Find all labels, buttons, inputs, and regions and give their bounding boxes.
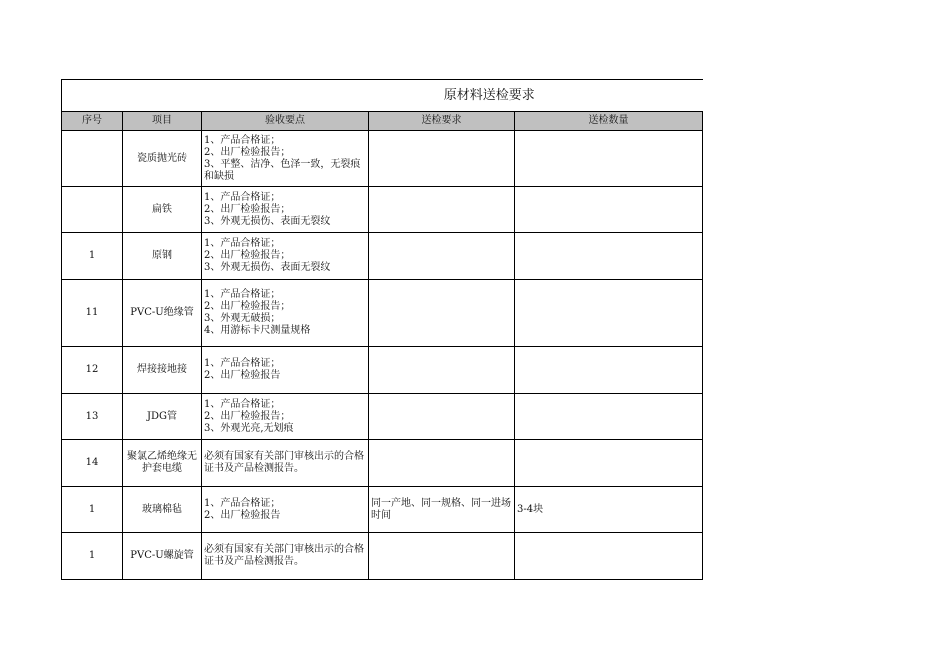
- cell-points[interactable]: 1、产品合格证； 2、出厂检验报告； 3、外观无损伤、表面无裂纹: [202, 187, 369, 233]
- cell-quantity[interactable]: [515, 280, 703, 347]
- table-row: [62, 487, 703, 533]
- cell-requirement[interactable]: [369, 233, 515, 280]
- cell-quantity[interactable]: [515, 131, 703, 187]
- cell-quantity[interactable]: [515, 440, 703, 487]
- cell-item[interactable]: 原钢: [123, 233, 202, 280]
- cell-requirement[interactable]: 同一产地、同一规格、同一进场时间: [369, 487, 515, 533]
- table-row: [62, 533, 703, 580]
- cell-item[interactable]: 瓷质抛光砖: [123, 131, 202, 187]
- cell-item[interactable]: 扁铁: [123, 187, 202, 233]
- cell-seq[interactable]: 11: [62, 280, 123, 347]
- header-item[interactable]: 项目: [123, 112, 202, 131]
- cell-quantity[interactable]: [515, 233, 703, 280]
- cell-item[interactable]: 聚氯乙烯绝缘无护套电缆: [123, 440, 202, 487]
- header-row: [62, 112, 703, 131]
- table-row: [62, 394, 703, 440]
- cell-seq[interactable]: 14: [62, 440, 123, 487]
- cell-requirement[interactable]: [369, 440, 515, 487]
- page-title: 原材料送检要求: [443, 87, 535, 103]
- cell-quantity[interactable]: [515, 533, 703, 580]
- cell-quantity[interactable]: [515, 187, 703, 233]
- table-row: [62, 280, 703, 347]
- cell-requirement[interactable]: [369, 131, 515, 187]
- table-row: [62, 187, 703, 233]
- cell-points[interactable]: 1、产品合格证； 2、出厂检验报告； 3、外观无损伤、表面无裂纹: [202, 233, 369, 280]
- cell-points[interactable]: 1、产品合格证； 2、出厂检验报告； 3、外观光亮,无划痕: [202, 394, 369, 440]
- cell-points[interactable]: 必须有国家有关部门审核出示的合格证书及产品检测报告。: [202, 533, 369, 580]
- header-points[interactable]: 验收要点: [202, 112, 369, 131]
- cell-quantity[interactable]: [515, 394, 703, 440]
- cell-requirement[interactable]: [369, 394, 515, 440]
- cell-points[interactable]: 1、产品合格证； 2、出厂检验报告； 3、外观无破损； 4、用游标卡尺测量规格: [202, 280, 369, 347]
- table-row: [62, 440, 703, 487]
- cell-requirement[interactable]: [369, 533, 515, 580]
- cell-seq[interactable]: 1: [62, 233, 123, 280]
- header-requirement[interactable]: 送检要求: [369, 112, 515, 131]
- title-row: [62, 80, 703, 112]
- cell-item[interactable]: JDG管: [123, 394, 202, 440]
- table-row: [62, 233, 703, 280]
- cell-item[interactable]: 焊接接地接: [123, 347, 202, 394]
- table-row: [62, 131, 703, 187]
- header-quantity[interactable]: 送检数量: [515, 112, 703, 131]
- cell-quantity[interactable]: [515, 347, 703, 394]
- cell-points[interactable]: 1、产品合格证； 2、出厂检验报告； 3、平整、洁净、色泽一致，无裂痕和缺损: [202, 131, 369, 187]
- cell-item[interactable]: PVC-U螺旋管: [123, 533, 202, 580]
- cell-requirement[interactable]: [369, 347, 515, 394]
- cell-points[interactable]: 必须有国家有关部门审核出示的合格证书及产品检测报告。: [202, 440, 369, 487]
- cell-seq[interactable]: 1: [62, 487, 123, 533]
- cell-item[interactable]: 玻璃棉毡: [123, 487, 202, 533]
- cell-points[interactable]: 1、产品合格证； 2、出厂检验报告: [202, 347, 369, 394]
- cell-seq[interactable]: [62, 131, 123, 187]
- cell-requirement[interactable]: [369, 187, 515, 233]
- cell-points[interactable]: 1、产品合格证； 2、出厂检验报告: [202, 487, 369, 533]
- spreadsheet: [61, 79, 702, 580]
- cell-item[interactable]: PVC-U绝缘管: [123, 280, 202, 347]
- cell-requirement[interactable]: [369, 280, 515, 347]
- cell-seq[interactable]: 12: [62, 347, 123, 394]
- cell-seq[interactable]: 1: [62, 533, 123, 580]
- table-row: [62, 347, 703, 394]
- header-seq[interactable]: 序号: [62, 112, 123, 131]
- cell-seq[interactable]: 13: [62, 394, 123, 440]
- title-cell[interactable]: [62, 80, 703, 112]
- cell-seq[interactable]: [62, 187, 123, 233]
- cell-quantity[interactable]: 3-4块: [515, 487, 703, 533]
- inspection-table: [61, 79, 703, 580]
